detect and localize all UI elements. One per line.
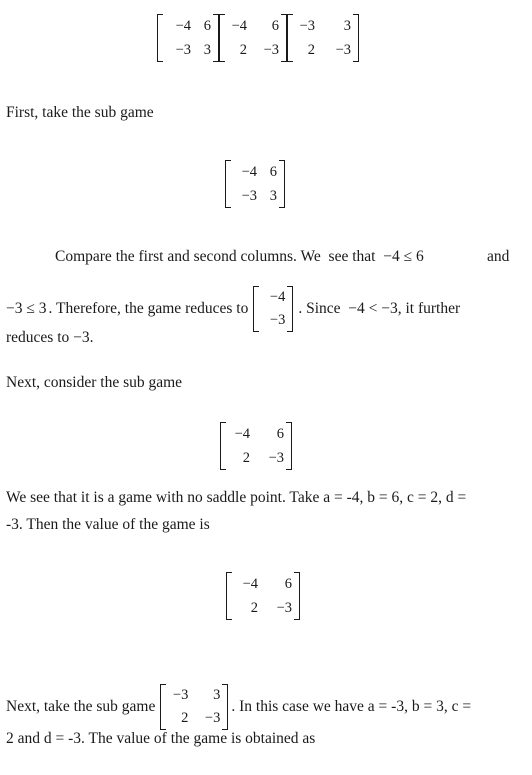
matrix-cell: 6 <box>203 18 211 34</box>
subgame-matrix-1 <box>225 160 285 208</box>
paragraph-consider-subgame: Next, consider the sub game <box>6 374 183 391</box>
matrix-cell: −4 <box>241 164 257 180</box>
matrix-cell: −3 <box>335 42 351 58</box>
paragraph-no-saddle-line1: We see that it is a game with no saddle point. Take a = -4, b = 6, c = 2, d = <box>6 489 467 506</box>
matrix-cell: 2 <box>181 710 189 726</box>
matrix-cell: −3 <box>204 710 221 726</box>
matrix-cell: −3 <box>269 312 286 328</box>
right-bracket <box>286 422 292 470</box>
matrix-c <box>287 14 359 62</box>
right-bracket <box>294 572 300 620</box>
matrix-cell: 2 <box>250 600 258 616</box>
paragraph-no-saddle-line2: -3. Then the value of the game is <box>6 516 210 533</box>
matrix-cell: −3 <box>268 450 284 466</box>
matrix-cell: −4 <box>269 289 286 305</box>
matrix-cell: 3 <box>269 188 277 204</box>
paragraph-compare-line2: −3 ≤ 3 . Therefore, the game reduces to −4 −3 . Since −4 < −3 , it further <box>6 286 460 332</box>
inline-matrix <box>160 684 228 730</box>
matrix-cell: 3 <box>343 18 351 34</box>
matrix-cell: −3 <box>172 687 189 703</box>
paragraph-next-subgame-line1: Next, take the sub game −3 3 2 −3 . In this case we have a = -3, b = 3, c = <box>6 684 471 730</box>
matrix-cell: 2 <box>239 42 247 58</box>
matrix-cell: 6 <box>271 18 279 34</box>
matrix-cell: −3 <box>175 42 191 58</box>
matrix-cell: 2 <box>307 42 315 58</box>
right-bracket <box>353 14 359 62</box>
matrix-cell: 6 <box>284 576 292 592</box>
paragraph-next-subgame-line2: 2 and d = -3. The value of the game is obtained as <box>6 730 316 747</box>
word-and: and <box>487 248 510 265</box>
matrix-a <box>157 14 219 62</box>
matrix-cell: 6 <box>269 164 277 180</box>
column-vector <box>253 286 293 332</box>
matrix-cell: 6 <box>276 426 284 442</box>
paragraph-first-subgame: First, take the sub game <box>6 104 154 121</box>
matrix-cell: 3 <box>213 687 221 703</box>
matrix-cell: 2 <box>242 450 250 466</box>
right-bracket <box>279 160 285 208</box>
matrix-cell: −4 <box>234 426 250 442</box>
subgame-matrix-2 <box>220 422 292 470</box>
matrix-cell: −4 <box>175 18 191 34</box>
matrix-cell: −3 <box>241 188 257 204</box>
matrix-cell: −3 <box>276 600 292 616</box>
matrix-cell: −4 <box>231 18 247 34</box>
top-matrices <box>157 14 359 62</box>
matrix-cell: −3 <box>299 18 315 34</box>
subgame-matrix-3 <box>226 572 300 620</box>
right-bracket <box>287 286 293 332</box>
matrix-cell: −3 <box>263 42 279 58</box>
paragraph-compare-line3: reduces to −3. <box>6 329 94 346</box>
paragraph-compare-line1: Compare the first and second columns. We see that −4 ≤ 6 <box>55 248 424 265</box>
matrix-b <box>219 14 287 62</box>
inequality: −4 < −3 <box>348 300 398 317</box>
inequality: −4 ≤ 6 <box>383 248 424 265</box>
right-bracket <box>222 684 228 730</box>
matrix-cell: −4 <box>242 576 258 592</box>
matrix-cell: 3 <box>203 42 211 58</box>
inequality: −3 ≤ 3 <box>6 300 47 317</box>
